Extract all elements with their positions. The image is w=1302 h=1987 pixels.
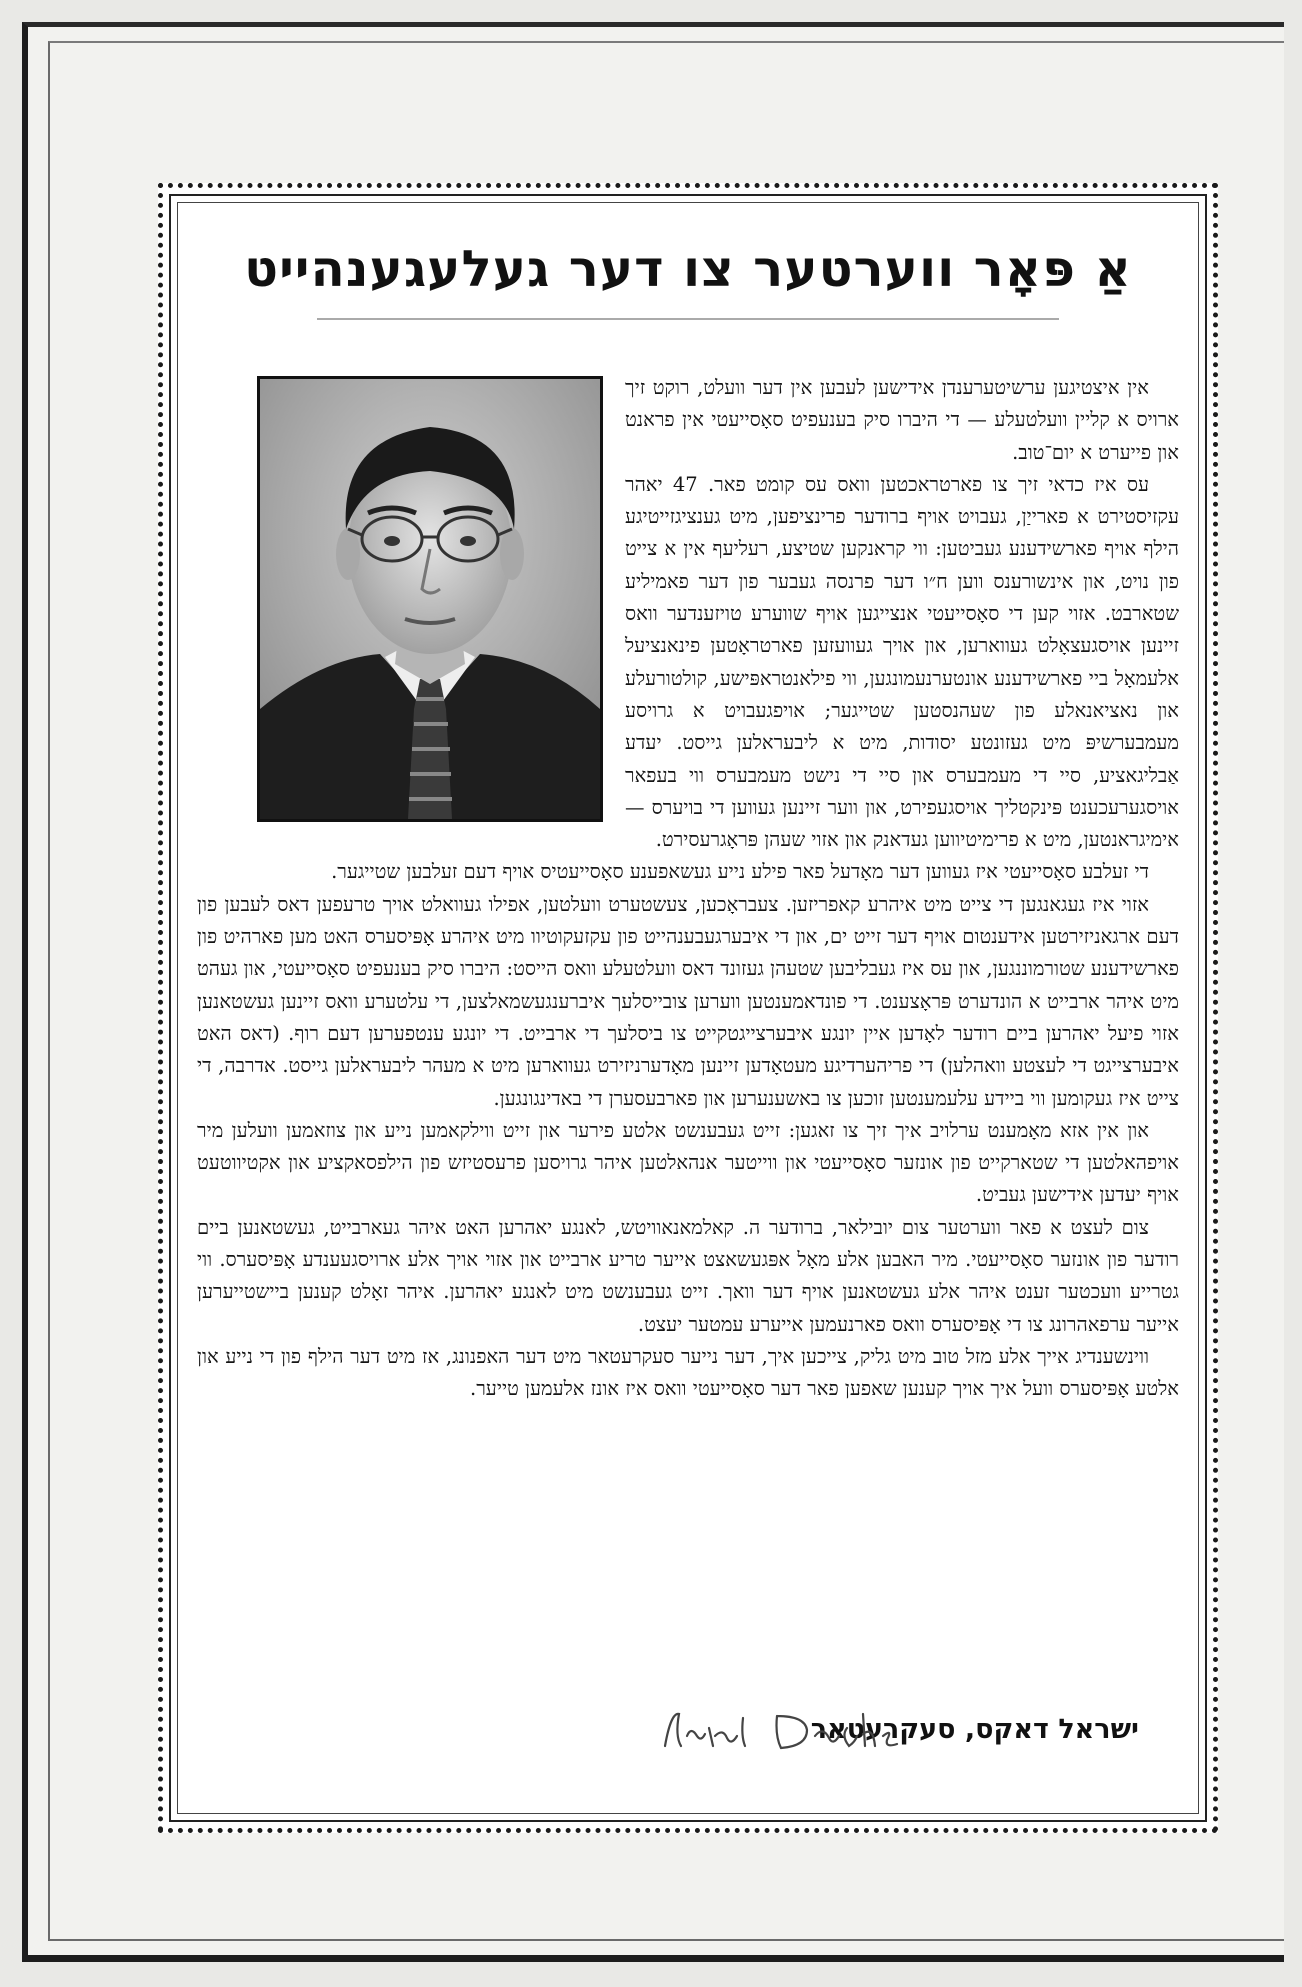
title-underline — [317, 318, 1059, 320]
paragraph-1: אין איצטיגען ערשיטערענדן אידישען לעבען אין דער וועלט, רוקט זיך ארויס א קליין וועלטעלע — די היברו סיק בענעפיט סאָסייעטי אין פראנט און פייערט א יום־טוב. — [625, 376, 1179, 464]
portrait-photo — [257, 376, 603, 822]
paragraph-4: אזוי איז געגאנגען די צייט מיט איהרע קאפריזען. צעבראָכען, צעשטערט וועלטען, אפילו געוואלט אויך טרעפען דאס לעבען פון דעם ארגאניזירטען אידענטום אויף דער זייט ים, און די איבערגעבענהייט פון עקזעקוטיוו מיט איהרע אָפּיסערס האט מען פארהיט פון פארשידענע שטורמוננגען, און עס איז געבליבען שטעהן געזונד דאס וועלטעלע וואס הייסט: היברו סיק בענעפיט סאָסייעטי, און געהט מיט איהר ארבייט א הונדערט פּראָצענט. די פונדאמענטען ווערען צובייסלעך איברענגעשמאלצען, די עלטערע וואס זיינען געשטאנען אזוי פיעל יאהרען ביים רודער לאָדען איין יונגע איבערצייגטקייט צו ביסלעך די ארבייט. די יונגע ענטפערען דעם רוף. (דאס האט איבערצייגט די לעצטע וואהלען) די פריהערדיגע מעטאָדען זיינען מאָדערניזירט געווארען מיט א מעהר ליבעראלען גייסט. אדרבה, די צייט איז געקומען ווי ביידע עלעמענטען זוכען צו באשענערען און פארבעסערן די באדינגונגען. — [197, 892, 1179, 1110]
signature-scribble — [657, 1706, 917, 1756]
handwritten-signature — [657, 1706, 917, 1756]
article-frame — [158, 183, 1218, 1833]
portrait-image — [260, 379, 600, 819]
article-content — [197, 222, 1179, 1794]
secretary-name: ישראל דאקס, סעקרעטאר — [810, 1714, 1139, 1745]
paragraph-5: און אין אזא מאָמענט ערלויב איך זיך צו זאגען: זייט געבענשט אלטע פירער און זייט ווילקאמען נייע און צוזאמען וועלען מיר אויפהאלטען די שטארקייט פון אונזער סאָסייעטי און ווייטער אנהאלטען איהר גרויסען פרעסטיזש פון הילפסאקציע און אקטיווטעט אויף יעדען אידישען געביט. — [197, 1118, 1179, 1207]
signature-block — [197, 1706, 1179, 1756]
paragraph-3: די זעלבע סאָסייעטי איז געווען דער מאָדעל פאר פילע נייע געשאפענע סאָסייעטיס אויף דעם זעלבען שטייגער. — [331, 860, 1149, 884]
article-title: אַ פּאָר ווערטער צו דער געלעגענהייט — [244, 240, 1132, 298]
paragraph-6: צום לעצט א פאר ווערטער צום יובילאר, ברודער ה. קאלמאנאוויטש, לאנגע יאהרען האט איהר געארבייט, געשטאנען ביים רודער פון אונזער סאָסייעטי. מיר האבען אלע מאָל אפּגעשאצט אייער טריע ארבייט און אזוי אויך אלע ארויסגעענדע אָפּיסערס. ווי גטרייע וועכטער זענט איהר אלע געשטאנען אויף דער וואך. זייט געבענשט מיט לאנגע יאהרען. איהר זאָלט קענען ביישטייערען אייער ערפאהרונג צו די אָפּיסערס וואס פארנעמען אייערע עמטער יעצט. — [197, 1215, 1179, 1336]
paragraph-7: ווינשענדיג אייך אלע מזל טוב מיט גליק, צייכען איך, דער נייער סעקרעטאר מיט דער האפנונג, אז מיט דער הילף פון די נייע און אלטע אָפּיסערס וועל איך אויך קענען שאפען פאר דער סאָסייעטי וואס איז אונז אלעמען טייער. — [197, 1344, 1179, 1401]
paragraph-2: עס איז כדאי זיך צו פארטראכטען וואס עס קומט פאר. 47 יאהר עקזיסטירט א פארייַן, געבויט אויף ברודער פרינציפען, מיט גענציגזייטיגע הילף אויף פארשידענע געביטען: ווי קראנקען שטיצע, רעליעף אין א צייט פון נויט, און אינשורענס ווען ח״ו דער פרנסה געבער פון דער פאמיליע שטארבט. אזוי קען די סאָסייעטי אנצייגען אויף שווערע טויזענדער וואס זיינען אויסגעצאָלט געווארען, און אויך געוועזען פארטראָטען פינאנציעל אלעמאָל ביי פארשידענע אונטערנעמונגען, ווי פילאנטראפּישע, קולטורעלע און נאציאנאלע פון שעהנסטען שטייגער; אויפגעבויט א גרויסע מעמבערשיפּ מיט געזונטע יסודות, מיט א ליבעראלען גייסט. יעדע אַבליגאציע, סיי די מעמבערס און סיי די נישט מעמבערס ווי בעפאר אויסגערעכענט פּינקטליך אויסגעפירט, און ווער זיינען געווען די בויערס — אימיגראנטען, מיט א פרימיטיווען געדאנק און אזוי שעהן פּראָגרעסירט. — [625, 472, 1179, 852]
